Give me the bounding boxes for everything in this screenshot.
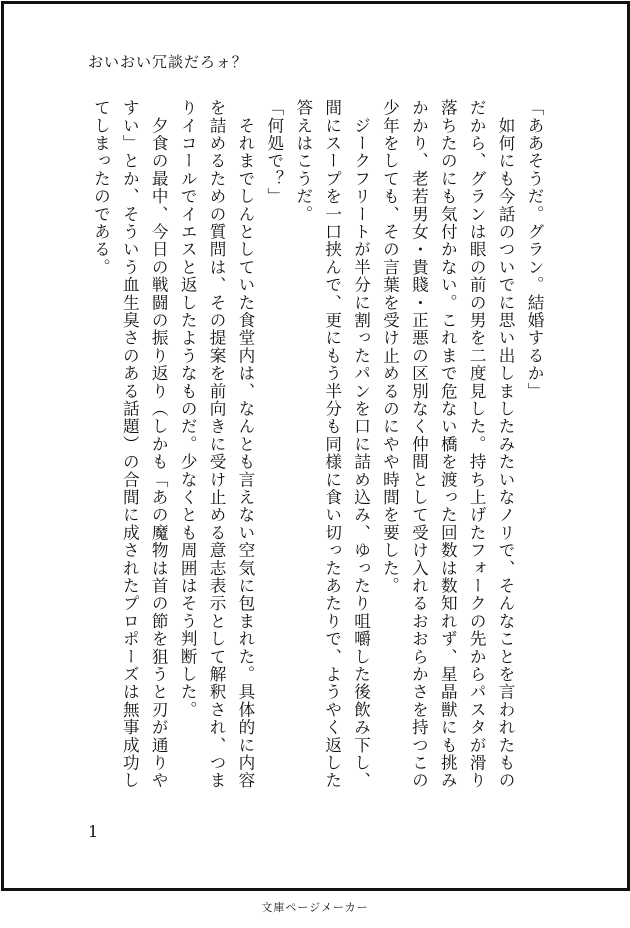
text-line: 夕食の最中、今日の戦闘の振り返り（しかも「あの魔物は首の節を狙うと刃が通りや — [149, 99, 169, 790]
text-line: 落ちたのにも気付かない。これまで危ない橋を渡った回数は数知れず、星晶獣にも挑み — [438, 99, 458, 790]
text-line: を詰めるための質問は、その提案を前向きに受け止める意志表示として解釈され、つま — [207, 99, 227, 790]
text-line: だから、グランは眼の前の男を二度見した。持ち上げたフォークの先からパスタが滑り — [467, 99, 487, 790]
body-text — [86, 99, 549, 789]
text-line: 少年をしても、その言葉を受け止めるのにやや時間を要した。 — [380, 99, 400, 595]
footer-label: 文庫ページメーカー — [261, 901, 369, 914]
running-head: おいおい冗談だろォ？ — [88, 53, 248, 71]
text-line: 「何処で？」 — [264, 99, 284, 206]
text-line: 如何にも今話のついでに思い出しましたみたいなノリで、そんなことを言われたもの — [496, 99, 516, 790]
page-frame — [1, 1, 630, 891]
text-line: 「ああそうだ。グラン。結婚するか」 — [525, 99, 544, 400]
text-line: 間にスープを一口挟んで、更にもう半分も同様に食い切ったあたりで、ようやく返した — [322, 99, 342, 790]
text-line: かかり、老若男女・貴賤・正悪の区別なく仲間として受け入れるおおらかさを持つこの — [409, 99, 429, 790]
page-number: 1 — [88, 822, 99, 841]
text-line: 答えはこうだ。 — [293, 99, 313, 223]
text-line: りイコールでイエスと返したようなものだ。少なくとも周囲はそう判断した。 — [178, 99, 198, 719]
text-line: すい」とか、そういう血生臭さのある話題）の合間に成されたプロポーズは無事成功し — [120, 99, 140, 790]
text-line: てしまったのである。 — [91, 99, 111, 276]
text-line: ジークフリートが半分に割ったパンを口に詰め込み、ゆったり咀嚼した後飲み下し、 — [351, 99, 371, 790]
text-line: それまでしんとしていた食堂内は、なんとも言えない空気に包まれた。具体的に内容 — [235, 99, 255, 790]
